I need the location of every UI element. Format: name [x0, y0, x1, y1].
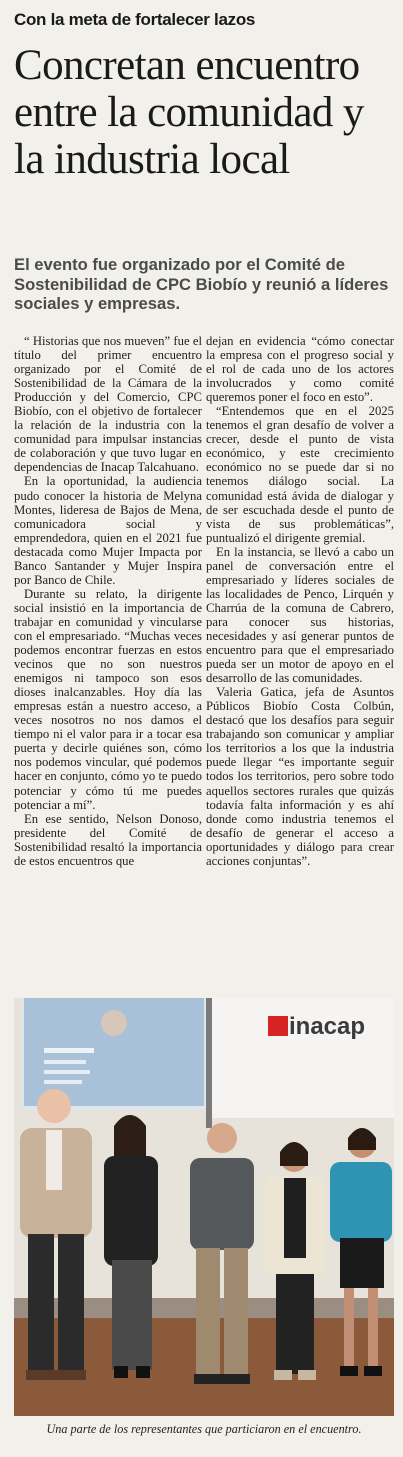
headline: Concretan encuentro entre la comunidad y la industria local: [14, 42, 364, 183]
paragraph: Durante su relato, la dirigente social insistió en la importancia de trabajar en comunidad y vincularse con el empresariado. “Muchas veces podemos encontrar fuerzas en estos vecinos que no son nuestros enemigos ni tampoco son esos dioses inalcanzables. Hoy día las empresas están a nuestro acceso, a veces nosotros no nos damos el tiempo ni el valor para ir a tocar esa puerta y decirle quiénes son, cómo nos podemos vincular, qué podemos hacer en conjunto, cómo yo te puedo potenciar y cómo tú me puedes potenciar a mí”.: [14, 586, 202, 812]
kicker: Con la meta de fortalecer lazos: [14, 10, 256, 29]
paragraph: En ese sentido, Nelson Donoso, presidente del Comité de Sostenibilidad resaltó la importancia de estos encuentros que: [14, 811, 202, 868]
column-right: [206, 334, 394, 868]
event-photo: [14, 998, 394, 1416]
paragraph: “ Historias que nos mueven” fue el título del primer encuentro organizado por el Comité de Sostenibilidad de la Cámara de la Producción y del Comercio, CPC Biobío, con el objetivo de fortalecer la relación de la industria con la comunidad para impulsar instancias de colaboración y que tuvo lugar en dependencias de Inacap Talcahuano.: [14, 334, 202, 475]
column-left: [14, 334, 202, 868]
photo-caption: Una parte de los representantes que particiaron en el encuentro.: [46, 1422, 362, 1436]
paragraph: En la oportunidad, la audiencia pudo conocer la historia de Melyna Montes, lideresa de Bajos de Mena, comunicadora social y emprendedora, quien en el 2021 fue destacada como Mujer Impacta por Banco Santander y Mujer Inspira por Banco de Chile.: [14, 474, 202, 587]
paragraph: “Entendemos que en el 2025 tenemos el gran desafío de volver a crecer, desde el punto de vista económico, y este crecimiento económico no se puede dar si no tenemos diálogo social. La comunidad está ávida de dialogar y de ser escuchada desde el punto de vista de sus problemáticas”, puntualizó el dirigente gremial.: [206, 404, 394, 545]
paragraph: dejan en evidencia “cómo conectar la empresa con el progreso social y el rol de cada uno de los actores involucrados y como comité queremos poner el foco en esto”.: [206, 334, 394, 405]
paragraph: Valeria Gatica, jefa de Asuntos Públicos Biobío Costa Colbún, destacó que los desafíos para seguir trabajando son comunicar y ampliar los territorios a los que la industria puede llegar “es importante seguir todos los territorios, pero sobre todo aquellos sectores rurales que quizás todavía falta información y es ahí donde como industria tenemos el desafío de generar el acceso a oportunidades y diálogo para crear acciones conjuntas”.: [206, 685, 394, 868]
deck: El evento fue organizado por el Comité de Sostenibilidad de CPC Biobío y reunió a líderes sociales y empresas.: [14, 255, 389, 313]
paragraph: En la instancia, se llevó a cabo un panel de conversación entre el empresariado y líderes sociales de las localidades de Penco, Lirquén y Charrúa de la comuna de Cabrero, para conocer sus historias, necesidades y así generar puntos de encuentro para que el empresariado pueda ser un motor de apoyo en el desarrollo de las comunidades.: [206, 544, 394, 686]
inacap-logo: inacap: [289, 1013, 366, 1040]
